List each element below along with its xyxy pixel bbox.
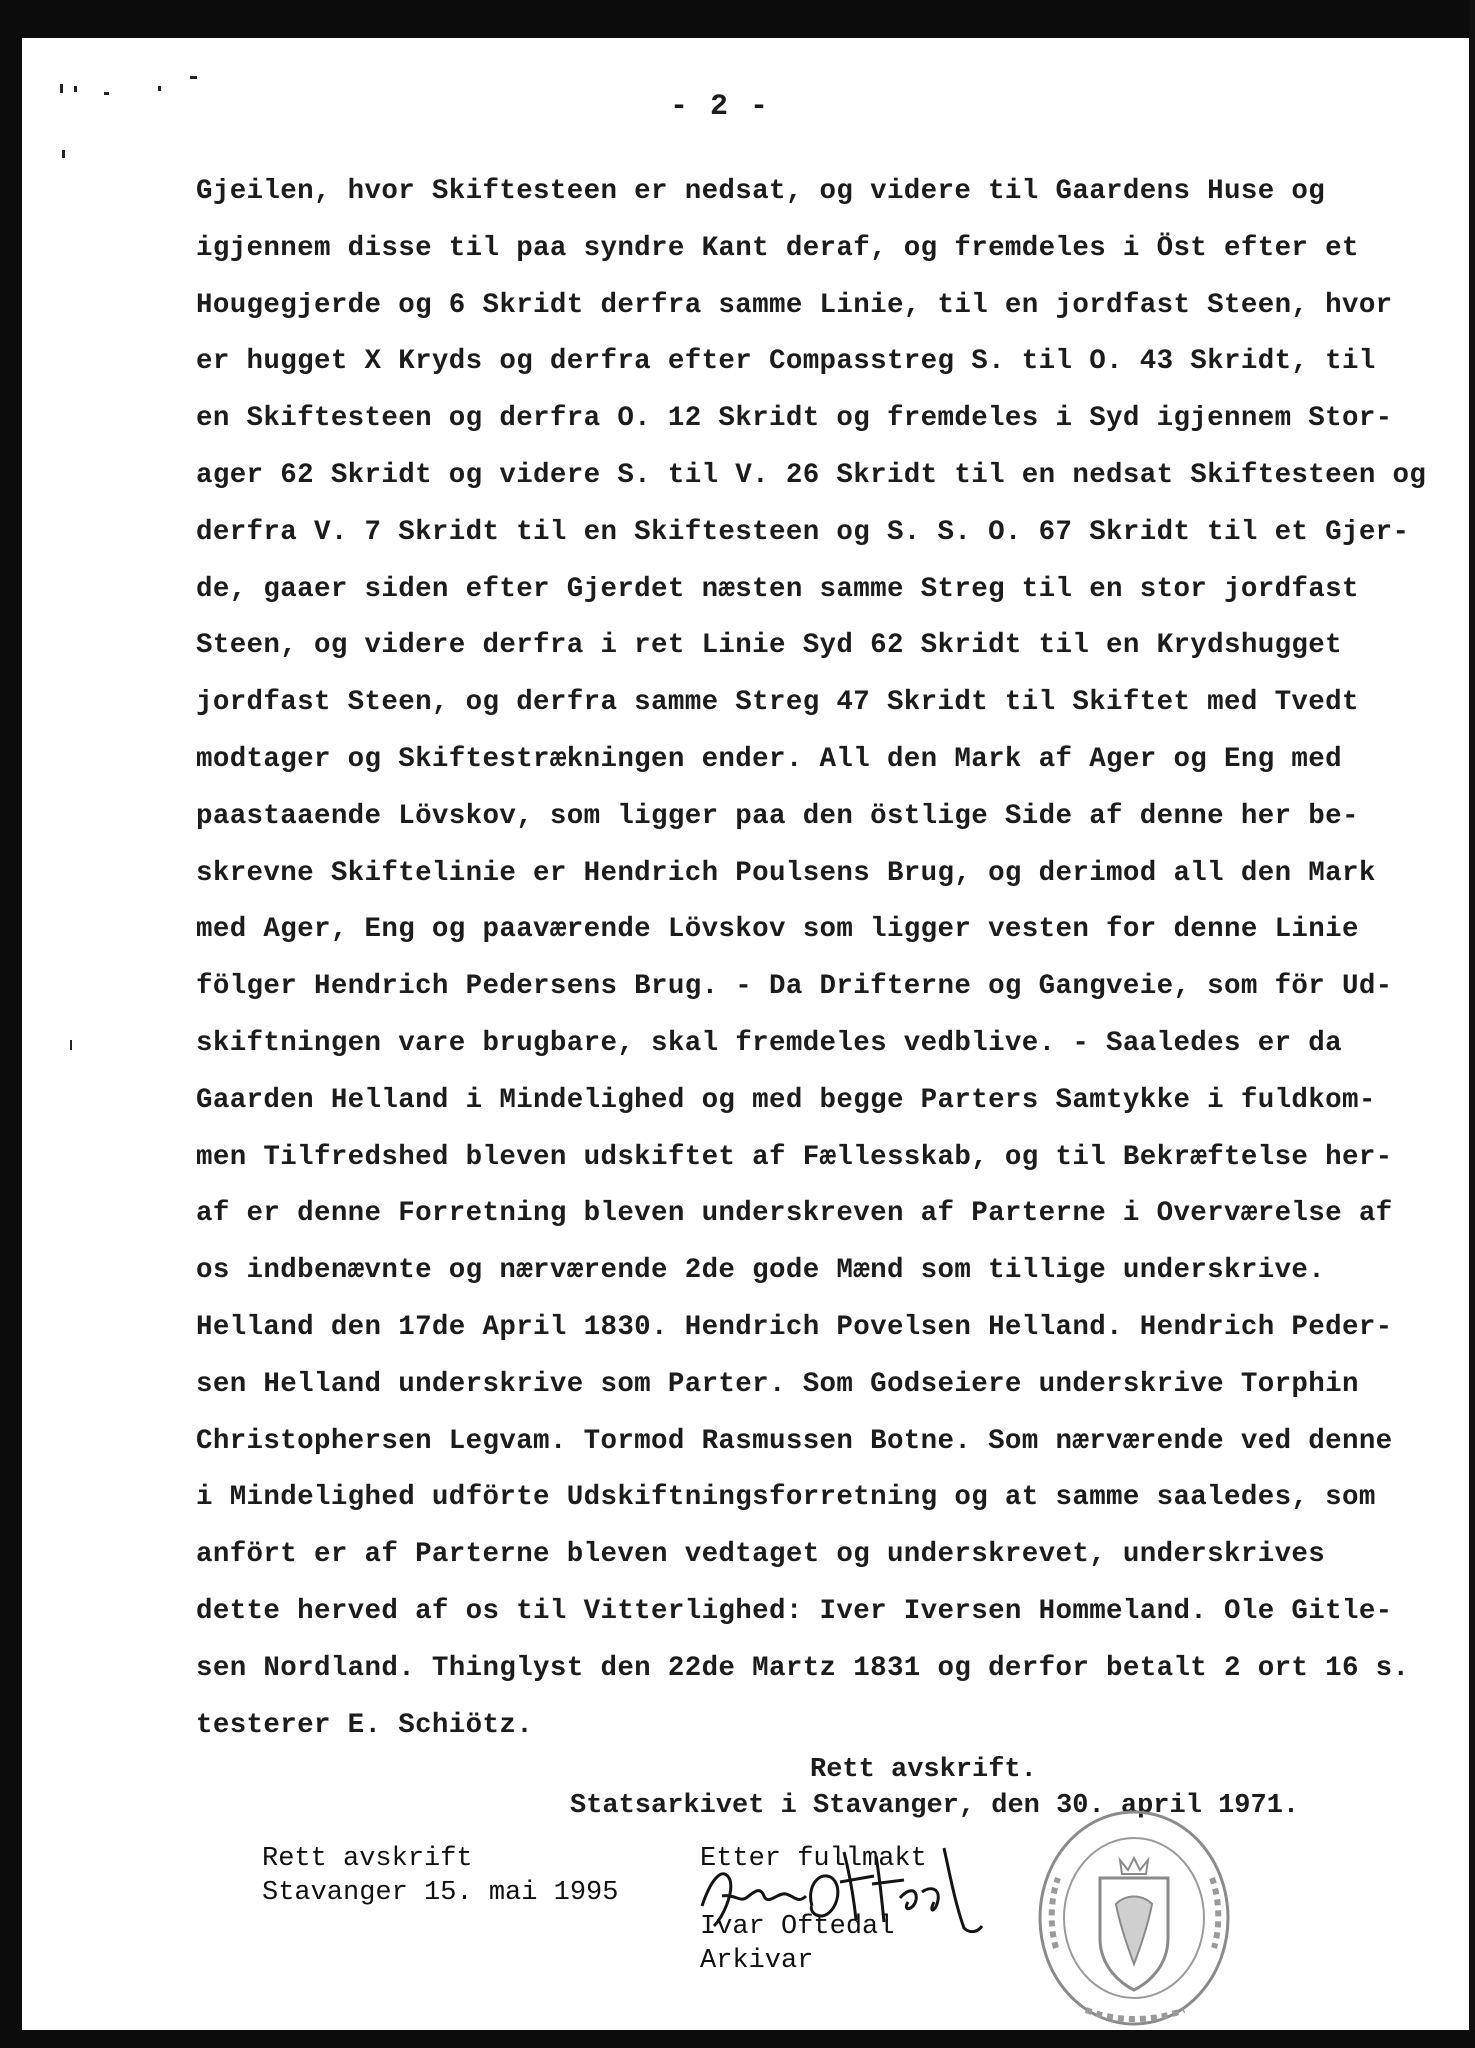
scan-border-right <box>1469 0 1475 2048</box>
signer-name: Ivar Oftedal <box>700 1912 895 1942</box>
body-line: Gaarden Helland i Mindelighed og med begge Parters Samtykke i fuldkom- <box>196 1084 1376 1116</box>
scan-speck <box>70 1040 72 1050</box>
body-line: ager 62 Skridt og videre S. til V. 26 Skridt til en nedsat Skiftesteen og <box>196 459 1427 491</box>
scan-speck <box>104 92 109 95</box>
attestation-title: Rett avskrift. <box>810 1755 1037 1785</box>
body-line: jordfast Steen, og derfra samme Streg 47 Skridt til Skiftet med Tvedt <box>196 687 1359 719</box>
scan-border-bottom <box>0 2030 1475 2048</box>
body-line: anfört er af Parterne bleven vedtaget og underskrevet, underskrives <box>196 1539 1326 1571</box>
body-line: Helland den 17de April 1830. Hendrich Povelsen Helland. Hendrich Peder- <box>196 1311 1393 1343</box>
document-body <box>196 164 1436 1754</box>
body-line: testerer E. Schiötz. <box>196 1709 534 1741</box>
scan-border-left <box>0 0 22 2048</box>
body-line: fölger Hendrich Pedersens Brug. - Da Drifterne og Gangveie, som för Ud- <box>196 971 1393 1003</box>
body-line: er hugget X Kryds og derfra efter Compasstreg S. til O. 43 Skridt, til <box>196 346 1376 378</box>
body-line: i Mindelighed udförte Udskiftningsforretning og at samme saaledes, som <box>196 1482 1376 1514</box>
body-line: Gjeilen, hvor Skiftesteen er nedsat, og videre til Gaardens Huse og <box>196 176 1326 207</box>
body-line: af er denne Forretning bleven underskreven af Parterne i Overværelse af <box>196 1198 1393 1230</box>
handwritten-signature <box>694 1836 984 1946</box>
copy-certification <box>262 1842 618 1910</box>
body-line: de, gaaer siden efter Gjerdet næsten samme Streg til en stor jordfast <box>196 573 1359 605</box>
scan-border-top <box>0 0 1475 38</box>
scan-speck <box>62 150 65 158</box>
body-line: skrevne Skiftelinie er Hendrich Poulsens Brug, og derimod all den Mark <box>196 857 1376 889</box>
body-line: dette herved af os til Vitterlighed: Iver Iversen Hommeland. Ole Gitle- <box>196 1595 1393 1627</box>
body-line: en Skiftesteen og derfra O. 12 Skridt og fremdeles i Syd igjennem Stor- <box>196 403 1393 435</box>
body-line: men Tilfredshed bleven udskiftet af Fællesskab, og til Bekræftelse her- <box>196 1141 1393 1173</box>
scan-speck <box>60 84 63 93</box>
page-number: - 2 - <box>669 90 770 124</box>
copy-note-title: Rett avskrift <box>262 1844 473 1874</box>
body-line: sen Nordland. Thinglyst den 22de Martz 1831 og derfor betalt 2 ort 16 s. <box>196 1652 1410 1684</box>
scan-speck <box>190 76 197 79</box>
attestation-place-date: Statsarkivet i Stavanger, den 30. april 1971. <box>570 1791 1300 1821</box>
copy-note-place-date: Stavanger 15. mai 1995 <box>262 1878 619 1908</box>
body-line: igjennem disse til paa syndre Kant deraf, og fremdeles i Öst efter et <box>196 232 1359 264</box>
body-line: Christophersen Legvam. Tormod Rasmussen Botne. Som nærværende ved denne <box>196 1425 1393 1457</box>
body-line: sen Helland underskrive som Parter. Som Godseiere underskrive Torphin <box>196 1368 1359 1400</box>
body-line: modtager og Skiftestrækningen ender. All den Mark af Ager og Eng med <box>196 743 1342 775</box>
archive-attestation <box>570 1752 1350 1824</box>
scan-speck <box>74 86 77 92</box>
body-line: skiftningen vare brugbare, skal fremdeles vedblive. - Saaledes er da <box>196 1027 1342 1059</box>
body-line: Steen, og videre derfra i ret Linie Syd 62 Skridt til en Krydshugget <box>196 630 1342 662</box>
body-line: paastaaende Lövskov, som ligger paa den östlige Side af denne her be- <box>196 800 1359 832</box>
body-line: derfra V. 7 Skridt til en Skiftesteen og S. S. O. 67 Skridt til et Gjer- <box>196 516 1410 548</box>
archive-seal-stamp <box>1036 1808 1232 2028</box>
scan-speck <box>158 86 161 91</box>
body-line: med Ager, Eng og paaværende Lövskov som ligger vesten for denne Linie <box>196 914 1359 946</box>
body-line: Hougegjerde og 6 Skridt derfra samme Linie, til en jordfast Steen, hvor <box>196 289 1393 321</box>
body-line: os indbenævnte og nærværende 2de gode Mænd som tillige underskrive. <box>196 1255 1326 1287</box>
signer-title: Arkivar <box>700 1946 814 1976</box>
signer-authority: Etter fullmakt <box>700 1844 927 1874</box>
